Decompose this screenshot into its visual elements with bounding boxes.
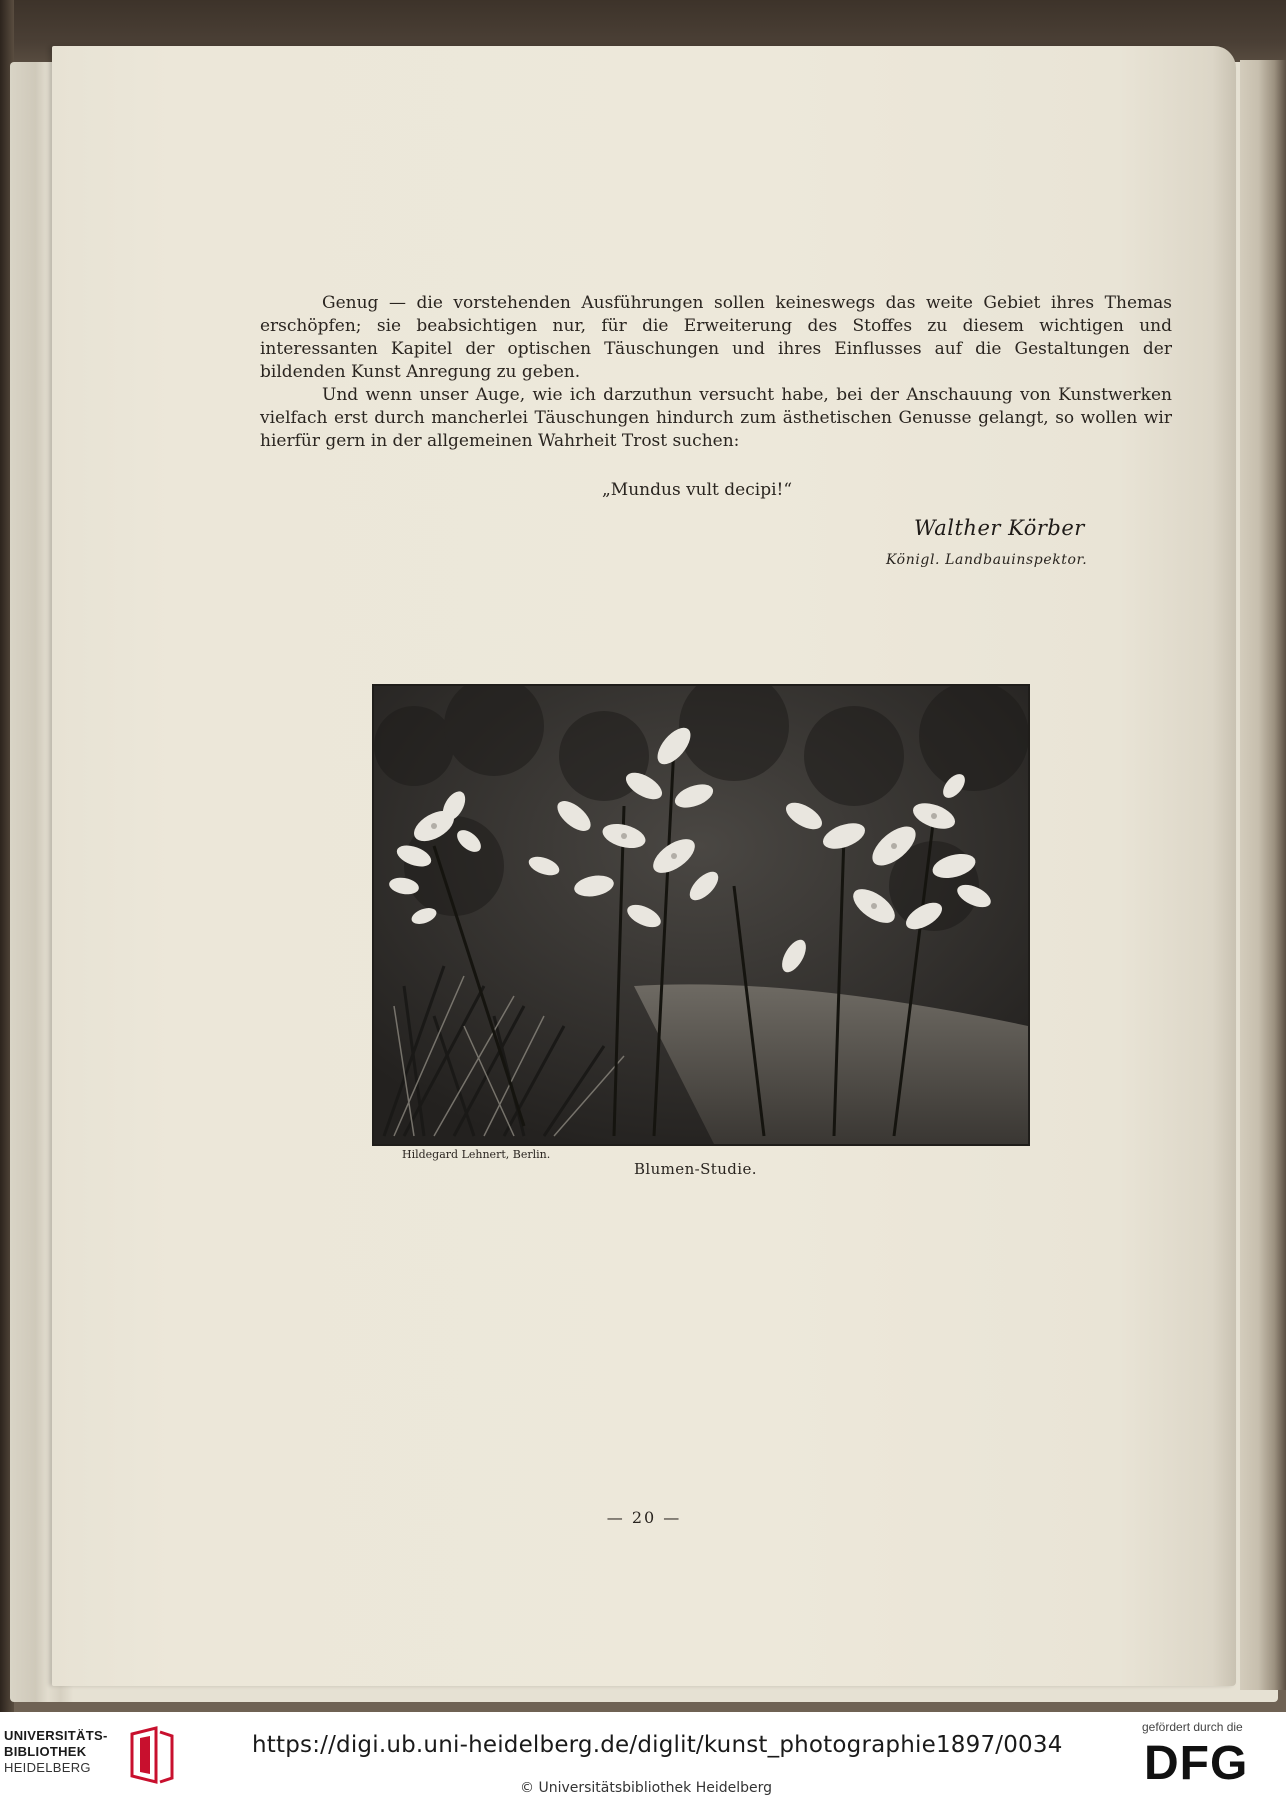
next-page-edge bbox=[1240, 60, 1286, 1690]
author-title: Königl. Landbauinspektor. bbox=[886, 552, 1088, 568]
photo-credit: Hildegard Lehnert, Berlin. bbox=[402, 1148, 551, 1161]
article-body bbox=[260, 292, 1172, 453]
flower-photograph bbox=[372, 684, 1030, 1146]
ub-heidelberg-logo-icon[interactable] bbox=[126, 1726, 178, 1784]
dfg-logo-icon[interactable]: DFG bbox=[1144, 1737, 1249, 1790]
library-line-2: BIBLIOTHEK bbox=[4, 1744, 87, 1759]
lily-photo-illustration bbox=[374, 686, 1028, 1144]
latin-quote: „Mundus vult decipi!“ bbox=[602, 480, 793, 500]
author-name: Walther Körber bbox=[914, 516, 1085, 540]
page-number: — 20 — bbox=[606, 1508, 682, 1527]
photo-caption: Blumen-Studie. bbox=[634, 1160, 757, 1178]
paragraph-2: Und wenn unser Auge, wie ich darzuthun versucht habe, bei der Anschauung von Kunstwerken vielfach erst durch mancherlei Täuschungen hindurch zum ästhetischen Genusse gelangt, so wollen wir hierfür gern in der allgemeinen Wahrheit Trost suchen: bbox=[260, 385, 1172, 451]
paragraph-1: Genug — die vorstehenden Ausführungen sollen keineswegs das weite Gebiet ihres Themas erschöpfen; sie beabsichtigen nur, für die Erweiterung des Stoffes zu diesem wichtigen und interessanten Kapitel der optischen Täuschungen und ihres Einflusses auf die Gestaltungen der bildenden Kunst Anregung zu geben. bbox=[260, 293, 1172, 382]
viewer-footer bbox=[0, 1712, 1286, 1810]
funded-by-label: gefördert durch die bbox=[1142, 1720, 1243, 1734]
scanned-page bbox=[52, 46, 1236, 1686]
library-line-1: UNIVERSITÄTS- bbox=[4, 1728, 108, 1743]
library-name[interactable] bbox=[4, 1728, 108, 1776]
library-line-3: HEIDELBERG bbox=[4, 1760, 91, 1775]
permalink-url[interactable]: https://digi.ub.uni-heidelberg.de/diglit/kunst_photographie1897/0034 bbox=[252, 1732, 1063, 1758]
copyright-notice: © Universitätsbibliothek Heidelberg bbox=[520, 1780, 773, 1796]
